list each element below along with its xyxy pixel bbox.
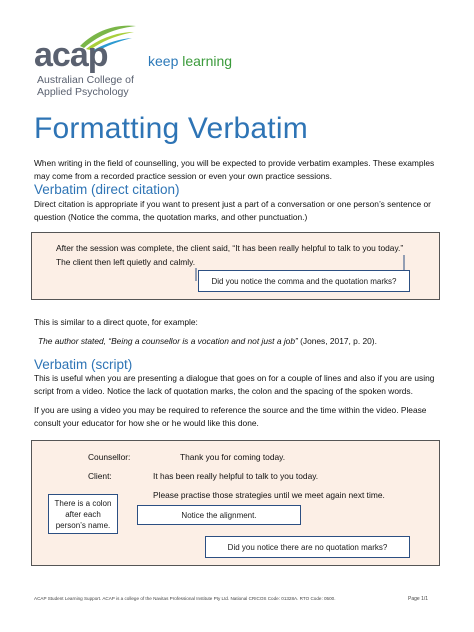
callout-comma-quotation: Did you notice the comma and the quotation marks? — [198, 270, 410, 292]
script-speaker-2: Client: — [88, 471, 112, 481]
quote-intro: This is similar to a direct quote, for example: — [34, 317, 198, 327]
script-line-3: Please practise those strategies until we meet again next time. — [153, 490, 385, 500]
page-title: Formatting Verbatim — [34, 112, 308, 145]
example-line-1: After the session was complete, the client said, “It has been really helpful to talk to you today.” — [56, 243, 404, 253]
script-line-2: It has been really helpful to talk to you today. — [153, 471, 319, 481]
example-line-2: The client then left quietly and calmly. — [56, 257, 196, 267]
logo-subtitle-line-1: Australian College of — [37, 74, 134, 86]
tagline-learning: learning — [182, 53, 233, 69]
section2-body-1: This is useful when you are presenting a dialogue that goes on for a couple of lines and also if you are using script from a video. Notice the lack of quotation marks, the colon and the spacing of the spoken words. — [34, 373, 435, 396]
section2-body-2: If you are using a video you may be required to reference the source and the time within the video. Please consult your educator for how she or he would like this done. — [34, 405, 427, 428]
script-line-1: Thank you for coming today. — [180, 452, 286, 462]
callout-alignment: Notice the alignment. — [137, 505, 301, 525]
acap-logo-wordmark: acap — [34, 36, 108, 74]
footer-page-number: Page 1/1 — [408, 596, 429, 602]
quote-example — [38, 335, 448, 348]
quote-citation: (Jones, 2017, p. 20). — [300, 336, 377, 346]
section2-heading: Verbatim (script) — [34, 357, 133, 372]
section1-body: Direct citation is appropriate if you want to present just a part of a conversation or one person’s sentence or question (Notice the comma, the quotation marks, and other punctuation.) — [34, 199, 431, 222]
section1-heading: Verbatim (direct citation) — [34, 182, 180, 197]
logo-subtitle-line-2: Applied Psychology — [37, 86, 129, 98]
footer-text: ACAP Student Learning Support. ACAP is a college of the Navitas Professional Institute Pty Ltd. National CRICOS Code: 01328A. RTO Code: 0500. — [34, 596, 336, 601]
tagline-keep: keep — [148, 53, 179, 69]
script-speaker-1: Counsellor: — [88, 452, 131, 462]
quote-text: The author stated, “Being a counsellor is a vocation and not just a job” — [38, 336, 298, 346]
callout-no-quotation-marks: Did you notice there are no quotation marks? — [205, 536, 410, 558]
intro-paragraph: When writing in the field of counselling, you will be expected to provide verbatim examples. These examples may come from a recorded practice session or even your own practice sessions. — [34, 158, 435, 181]
callout-colon: There is a colon after each person’s name. — [48, 494, 118, 534]
